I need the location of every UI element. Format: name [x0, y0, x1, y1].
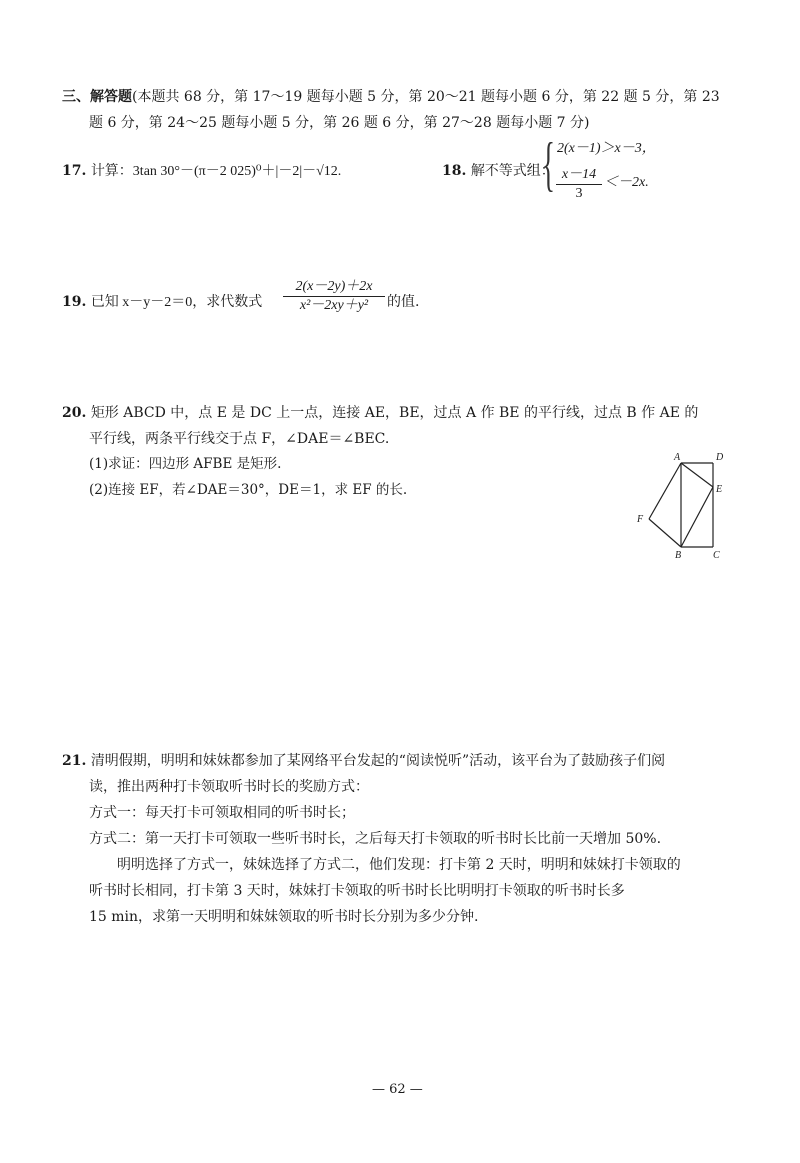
question-18-brace: { [542, 131, 555, 197]
segment-FB [649, 519, 681, 547]
rectangle-geometry-figure [630, 450, 740, 560]
label-A: A [674, 452, 681, 463]
question-20-number: 20. [62, 405, 87, 421]
section-heading: 三、解答题 [62, 89, 132, 105]
question-19-text-before: 已知 x－y－2＝0，求代数式 [90, 295, 263, 310]
label-C: C [713, 550, 720, 560]
question-21-line1: 清明假期，明明和妹妹都参加了某网络平台发起的“阅读悦听”活动，该平台为了鼓励孩子们阅 [90, 753, 666, 769]
question-19-fraction [283, 280, 385, 313]
question-17-number: 17. [62, 163, 87, 179]
question-17-text: 计算：3tan 30°－(π－2 025)⁰＋|－2|－√12. [90, 164, 342, 179]
question-18-fraction [556, 168, 602, 201]
question-21-line2: 读，推出两种打卡领取听书时长的奖励方式： [89, 779, 369, 795]
question-21-line4: 方式二：第一天打卡可领取一些听书时长，之后每天打卡领取的听书时长比前一天增加 50%. [89, 831, 662, 847]
question-20-part1: (1)求证：四边形 AFBE 是矩形. [89, 456, 282, 472]
question-18-fraction-denominator: 3 [575, 186, 583, 201]
label-F: F [637, 514, 644, 525]
question-19-fraction-denominator: x²－2xy＋y² [299, 298, 369, 313]
question-18-fraction-numerator: x－14 [561, 167, 597, 182]
question-21-line6: 听书时长相同，打卡第 3 天时，妹妹打卡领取的听书时长比明明打卡领取的听书时长多 [89, 883, 625, 899]
label-E: E [716, 484, 723, 495]
question-21-line3: 方式一：每天打卡可领取相同的听书时长； [89, 805, 355, 821]
question-18-line2-rest: ＜－2x. [604, 175, 649, 190]
segment-BE [681, 487, 713, 547]
page-number: — 62 — [372, 1082, 423, 1097]
question-20-line1: 矩形 ABCD 中，点 E 是 DC 上一点，连接 AE，BE，过点 A 作 BE 的平行线，过点 B 作 AE 的 [90, 405, 699, 421]
question-19-text-after: 的值. [387, 294, 420, 310]
question-19-fraction-numerator: 2(x－2y)＋2x [295, 279, 373, 294]
label-B: B [675, 550, 682, 560]
question-20-line2: 平行线，两条平行线交于点 F，∠DAE＝∠BEC. [89, 431, 390, 447]
section-note-line2: 题 6 分，第 24～25 题每小题 5 分，第 26 题 6 分，第 27～28 题每小题 7 分) [89, 115, 590, 131]
segment-AF [649, 463, 681, 519]
segment-AE [681, 463, 713, 487]
question-18-label: 解不等式组： [470, 163, 555, 179]
question-21-line5: 明明选择了方式一，妹妹选择了方式二，他们发现：打卡第 2 天时，明明和妹妹打卡领取的 [117, 857, 681, 873]
question-20-part2: (2)连接 EF，若∠DAE＝30°，DE＝1，求 EF 的长. [89, 482, 408, 498]
section-header [62, 90, 720, 104]
question-18-line1: 2(x－1)＞x－3， [557, 141, 656, 156]
section-note-line1: (本题共 68 分，第 17～19 题每小题 5 分，第 20～21 题每小题 6 分，第 22 题 5 分，第 23 [132, 89, 720, 105]
question-21-number: 21. [62, 753, 87, 769]
question-19-number: 19. [62, 294, 87, 310]
question-21-line7: 15 min，求第一天明明和妹妹领取的听书时长分别为多少分钟. [89, 909, 479, 925]
label-D: D [716, 452, 724, 463]
question-17 [62, 164, 341, 179]
question-18-number: 18. [442, 163, 467, 179]
